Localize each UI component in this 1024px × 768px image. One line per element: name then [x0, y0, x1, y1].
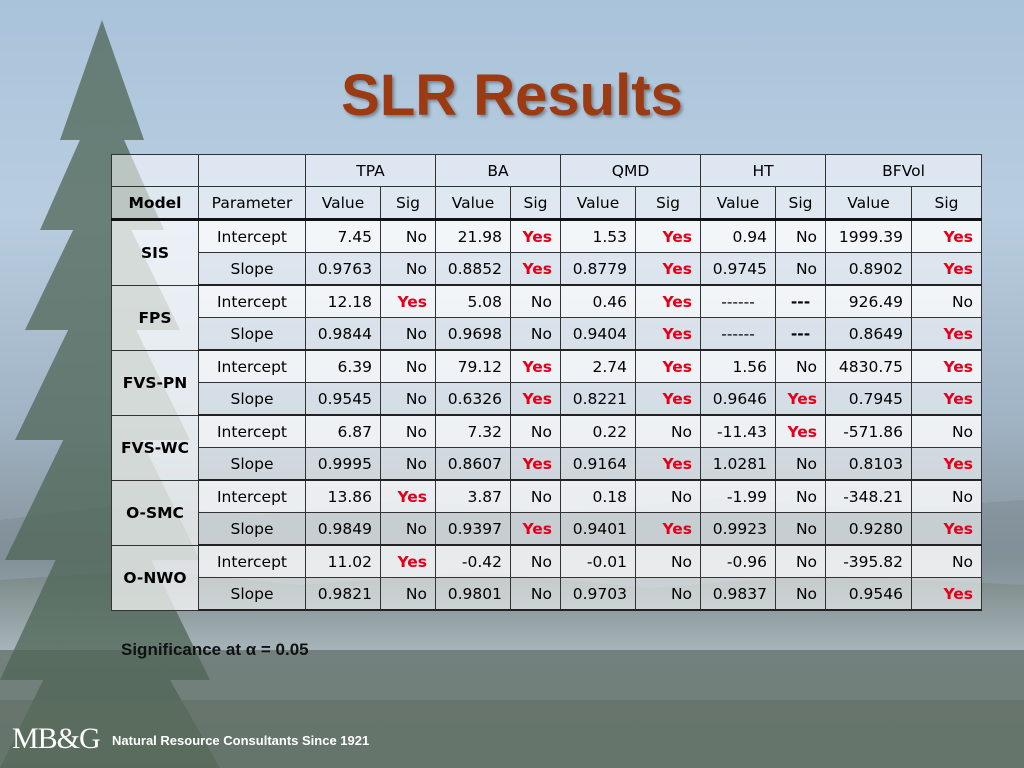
corner-cell: [112, 155, 199, 187]
value-cell: -348.21: [826, 480, 912, 513]
corner-cell: [199, 155, 306, 187]
model-name-cell: O-SMC: [112, 480, 199, 545]
value-cell: 0.8852: [436, 253, 511, 286]
sig-cell-significant: Yes: [636, 448, 701, 481]
table-row: [112, 383, 982, 416]
table-row: [112, 350, 982, 383]
sig-cell: No: [381, 318, 436, 351]
sig-cell: No: [636, 480, 701, 513]
company-logo: [12, 722, 100, 756]
sig-cell: No: [636, 545, 701, 578]
value-cell: 0.8649: [826, 318, 912, 351]
sig-cell: No: [381, 220, 436, 253]
sig-cell: No: [776, 513, 826, 546]
value-cell: 926.49: [826, 285, 912, 318]
slide-title: SLR Results: [341, 63, 683, 128]
sig-cell-significant: Yes: [511, 383, 561, 416]
sig-cell: No: [776, 480, 826, 513]
sig-cell: ---: [776, 318, 826, 351]
logo-text: MB&G: [12, 722, 100, 755]
sig-cell-significant: Yes: [636, 253, 701, 286]
sig-cell: No: [381, 578, 436, 611]
value-cell: ------: [701, 285, 776, 318]
model-name-cell: O-NWO: [112, 545, 199, 610]
value-cell: 0.18: [561, 480, 636, 513]
sig-cell-significant: Yes: [381, 480, 436, 513]
header-value: Value: [306, 187, 381, 220]
sig-cell-significant: Yes: [636, 383, 701, 416]
header-value: Value: [826, 187, 912, 220]
value-cell: 1999.39: [826, 220, 912, 253]
sig-cell: No: [912, 415, 982, 448]
value-cell: -571.86: [826, 415, 912, 448]
group-header-row: [112, 155, 982, 187]
value-cell: 6.87: [306, 415, 381, 448]
sig-cell: No: [776, 220, 826, 253]
table-row: [112, 545, 982, 578]
parameter-cell: Slope: [199, 318, 306, 351]
value-cell: -0.96: [701, 545, 776, 578]
parameter-cell: Slope: [199, 383, 306, 416]
table-row: [112, 448, 982, 481]
value-cell: 0.9703: [561, 578, 636, 611]
sig-cell: ---: [776, 285, 826, 318]
value-cell: -11.43: [701, 415, 776, 448]
value-cell: -0.42: [436, 545, 511, 578]
sig-cell: No: [776, 448, 826, 481]
value-cell: 1.56: [701, 350, 776, 383]
sig-cell-significant: Yes: [912, 578, 982, 611]
sig-cell-significant: Yes: [912, 220, 982, 253]
sig-cell-significant: Yes: [912, 383, 982, 416]
sig-cell: No: [511, 480, 561, 513]
header-value: Value: [436, 187, 511, 220]
sig-cell-significant: Yes: [381, 285, 436, 318]
value-cell: 7.45: [306, 220, 381, 253]
sig-cell: No: [381, 253, 436, 286]
header-value: Value: [701, 187, 776, 220]
parameter-cell: Intercept: [199, 545, 306, 578]
value-cell: 0.8221: [561, 383, 636, 416]
sig-cell-significant: Yes: [912, 350, 982, 383]
sig-cell: No: [381, 513, 436, 546]
value-cell: 3.87: [436, 480, 511, 513]
model-name-cell: FPS: [112, 285, 199, 350]
value-cell: 0.46: [561, 285, 636, 318]
group-header-qmd: QMD: [561, 155, 701, 187]
sig-cell-significant: Yes: [912, 448, 982, 481]
sig-cell: No: [511, 318, 561, 351]
table-row: [112, 318, 982, 351]
sig-cell-significant: Yes: [636, 285, 701, 318]
model-name-cell: SIS: [112, 220, 199, 286]
value-cell: 0.9995: [306, 448, 381, 481]
sig-cell: No: [912, 285, 982, 318]
column-header-row: [112, 187, 982, 220]
sig-cell: No: [776, 350, 826, 383]
value-cell: 5.08: [436, 285, 511, 318]
value-cell: -395.82: [826, 545, 912, 578]
value-cell: 0.8902: [826, 253, 912, 286]
sig-cell-significant: Yes: [912, 318, 982, 351]
header-sig: Sig: [511, 187, 561, 220]
value-cell: ------: [701, 318, 776, 351]
header-value: Value: [561, 187, 636, 220]
sig-cell: No: [776, 578, 826, 611]
results-table: [111, 154, 982, 611]
group-header-tpa: TPA: [306, 155, 436, 187]
table-row: [112, 253, 982, 286]
sig-cell-significant: Yes: [776, 415, 826, 448]
parameter-cell: Intercept: [199, 415, 306, 448]
sig-cell: No: [636, 415, 701, 448]
sig-cell-significant: Yes: [636, 513, 701, 546]
value-cell: 0.9849: [306, 513, 381, 546]
value-cell: 0.94: [701, 220, 776, 253]
sig-cell: No: [381, 350, 436, 383]
sig-cell-significant: Yes: [511, 513, 561, 546]
value-cell: 0.9397: [436, 513, 511, 546]
value-cell: 0.9763: [306, 253, 381, 286]
sig-cell-significant: Yes: [912, 513, 982, 546]
parameter-cell: Intercept: [199, 285, 306, 318]
value-cell: 0.9821: [306, 578, 381, 611]
value-cell: 12.18: [306, 285, 381, 318]
table-row: [112, 220, 982, 253]
significance-note: Significance at α = 0.05: [121, 640, 309, 659]
value-cell: 0.9164: [561, 448, 636, 481]
sig-cell-significant: Yes: [511, 253, 561, 286]
value-cell: 0.9698: [436, 318, 511, 351]
value-cell: 0.8779: [561, 253, 636, 286]
sig-cell: No: [776, 545, 826, 578]
value-cell: 2.74: [561, 350, 636, 383]
sig-cell-significant: Yes: [511, 448, 561, 481]
table-row: [112, 513, 982, 546]
table-row: [112, 480, 982, 513]
value-cell: 0.9837: [701, 578, 776, 611]
value-cell: 0.9401: [561, 513, 636, 546]
sig-cell-significant: Yes: [776, 383, 826, 416]
value-cell: 6.39: [306, 350, 381, 383]
parameter-cell: Intercept: [199, 480, 306, 513]
value-cell: 7.32: [436, 415, 511, 448]
group-header-ba: BA: [436, 155, 561, 187]
value-cell: 0.9280: [826, 513, 912, 546]
parameter-cell: Slope: [199, 578, 306, 611]
parameter-cell: Slope: [199, 513, 306, 546]
header-sig: Sig: [776, 187, 826, 220]
header-sig: Sig: [636, 187, 701, 220]
sig-cell: No: [381, 383, 436, 416]
group-header-bfvol: BFVol: [826, 155, 982, 187]
value-cell: 0.9545: [306, 383, 381, 416]
header-sig: Sig: [381, 187, 436, 220]
header-sig: Sig: [912, 187, 982, 220]
model-name-cell: FVS-WC: [112, 415, 199, 480]
sig-cell-significant: Yes: [636, 318, 701, 351]
sig-cell: No: [511, 545, 561, 578]
value-cell: 0.6326: [436, 383, 511, 416]
sig-cell: No: [776, 253, 826, 286]
value-cell: 0.9844: [306, 318, 381, 351]
footer-tagline: Natural Resource Consultants Since 1921: [112, 733, 370, 748]
sig-cell-significant: Yes: [636, 220, 701, 253]
header-model: Model: [112, 187, 199, 220]
parameter-cell: Slope: [199, 253, 306, 286]
sig-cell: No: [381, 415, 436, 448]
table-row: [112, 285, 982, 318]
value-cell: 1.53: [561, 220, 636, 253]
sig-cell: No: [511, 578, 561, 611]
value-cell: 0.8607: [436, 448, 511, 481]
table-row: [112, 415, 982, 448]
sig-cell: No: [912, 545, 982, 578]
parameter-cell: Slope: [199, 448, 306, 481]
sig-cell-significant: Yes: [912, 253, 982, 286]
sig-cell: No: [636, 578, 701, 611]
value-cell: -1.99: [701, 480, 776, 513]
value-cell: -0.01: [561, 545, 636, 578]
value-cell: 21.98: [436, 220, 511, 253]
value-cell: 0.7945: [826, 383, 912, 416]
sig-cell: No: [912, 480, 982, 513]
value-cell: 11.02: [306, 545, 381, 578]
value-cell: 0.9801: [436, 578, 511, 611]
sig-cell-significant: Yes: [381, 545, 436, 578]
value-cell: 1.0281: [701, 448, 776, 481]
value-cell: 13.86: [306, 480, 381, 513]
value-cell: 0.9745: [701, 253, 776, 286]
model-name-cell: FVS-PN: [112, 350, 199, 415]
sig-cell-significant: Yes: [511, 220, 561, 253]
sig-cell-significant: Yes: [511, 350, 561, 383]
value-cell: 0.8103: [826, 448, 912, 481]
value-cell: 79.12: [436, 350, 511, 383]
value-cell: 0.9646: [701, 383, 776, 416]
value-cell: 0.9923: [701, 513, 776, 546]
header-parameter: Parameter: [199, 187, 306, 220]
value-cell: 0.9404: [561, 318, 636, 351]
sig-cell-significant: Yes: [636, 350, 701, 383]
parameter-cell: Intercept: [199, 220, 306, 253]
value-cell: 0.9546: [826, 578, 912, 611]
table-row: [112, 578, 982, 611]
value-cell: 4830.75: [826, 350, 912, 383]
group-header-ht: HT: [701, 155, 826, 187]
parameter-cell: Intercept: [199, 350, 306, 383]
sig-cell: No: [381, 448, 436, 481]
value-cell: 0.22: [561, 415, 636, 448]
sig-cell: No: [511, 285, 561, 318]
sig-cell: No: [511, 415, 561, 448]
